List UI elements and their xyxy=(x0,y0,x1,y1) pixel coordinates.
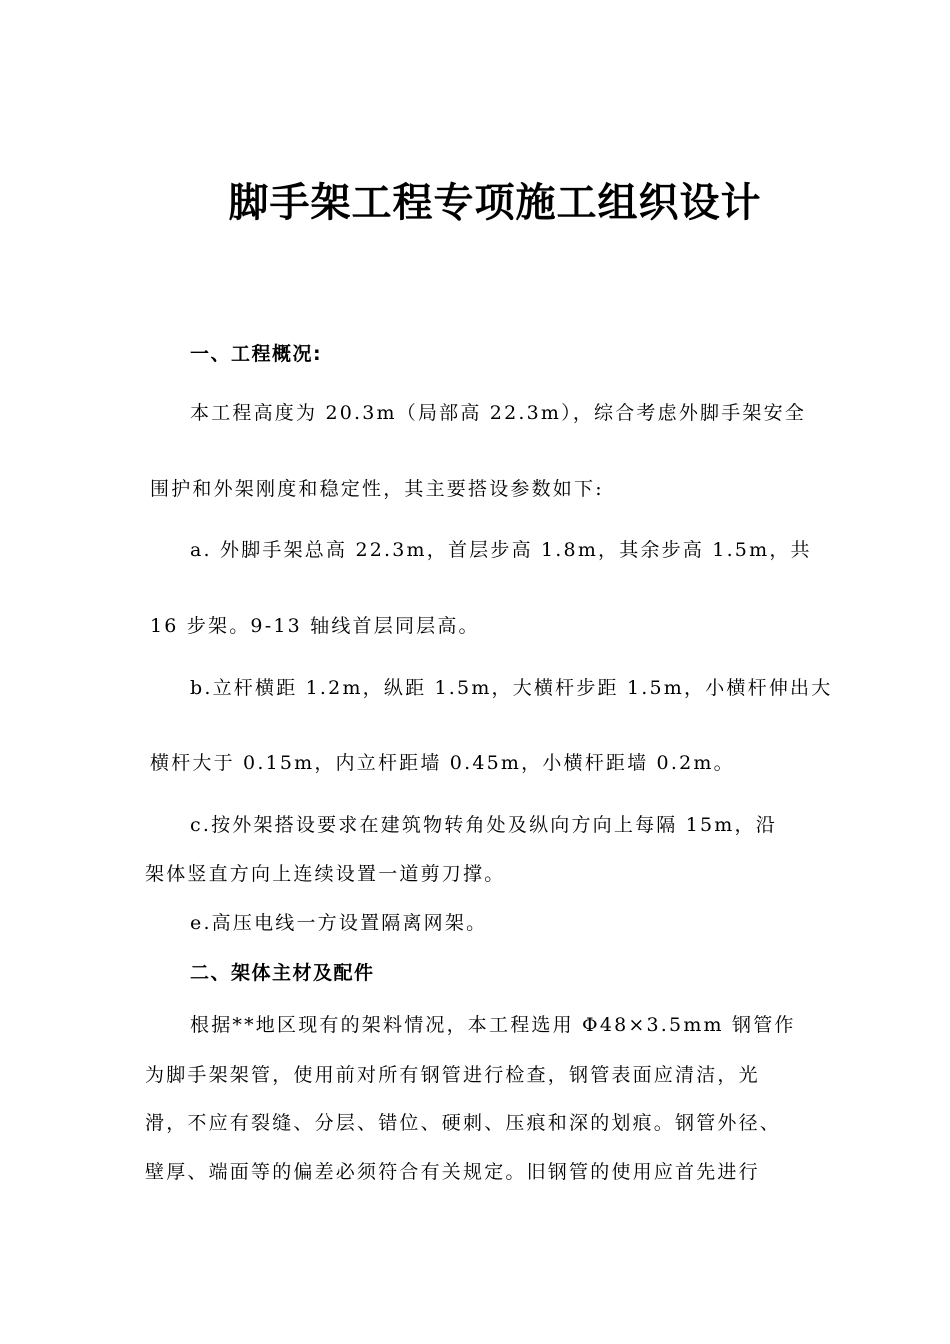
item-e-line: e.高压电线一方设置隔离网架。 xyxy=(190,912,488,934)
section-1-intro-line-1: 本工程高度为 20.3m（局部高 22.3m），综合考虑外脚手架安全 xyxy=(190,402,807,424)
section-2-paragraph-line-2: 为脚手架架管，使用前对所有钢管进行检查，钢管表面应清洁，光 xyxy=(145,1064,760,1086)
document-title: 脚手架工程专项施工组织设计 xyxy=(228,180,762,226)
item-c-line-1: c.按外架搭设要求在建筑物转角处及纵向方向上每隔 15m，沿 xyxy=(190,814,777,836)
section-2-paragraph-line-3: 滑，不应有裂缝、分层、错位、硬刺、压痕和深的划痕。钢管外径、 xyxy=(145,1112,782,1134)
item-a-line-1: a. 外脚手架总高 22.3m，首层步高 1.8m，其余步高 1.5m，共 xyxy=(190,539,812,561)
section-1-heading: 一、工程概况: xyxy=(190,343,323,365)
item-b-line-1: b.立杆横距 1.2m，纵距 1.5m，大横杆步距 1.5m，小横杆伸出大 xyxy=(190,677,833,699)
section-2-heading: 二、架体主材及配件 xyxy=(190,962,375,984)
item-a-line-2: 16 步架。9-13 轴线首层同层高。 xyxy=(150,615,480,637)
section-2-paragraph-line-4: 壁厚、端面等的偏差必须符合有关规定。旧钢管的使用应首先进行 xyxy=(145,1161,760,1183)
section-1-intro-line-2: 围护和外架刚度和稳定性，其主要搭设参数如下: xyxy=(150,478,604,500)
item-b-line-2: 横杆大于 0.15m，内立杆距墙 0.45m，小横杆距墙 0.2m。 xyxy=(150,752,735,774)
item-c-line-2: 架体竖直方向上连续设置一道剪刀撑。 xyxy=(145,863,506,885)
section-2-paragraph-line-1: 根据**地区现有的架料情况，本工程选用 Φ48×3.5mm 钢管作 xyxy=(190,1014,796,1036)
